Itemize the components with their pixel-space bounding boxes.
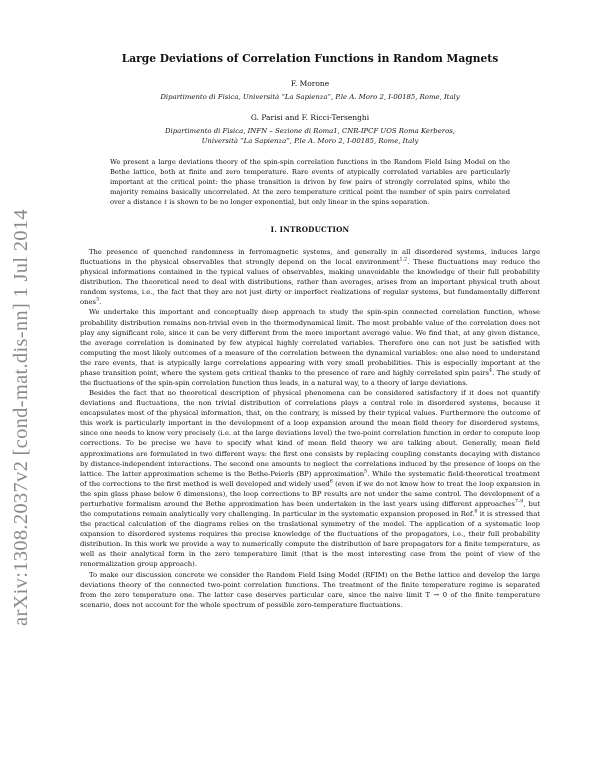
arxiv-identifier: arXiv:1308.2037v2 [cond-mat.dis-nn] 1 Jul 2014 [9, 208, 32, 626]
citation-ref: 1,2 [399, 257, 408, 263]
citation-ref: 3 [96, 298, 100, 304]
affiliation-1: Dipartimento di Fisica, Università “La Sapienza”, P.le A. Moro 2, I-00185, Rome, Italy [160, 93, 460, 101]
citation-ref: 6 [329, 479, 333, 485]
p2-text-a: We undertake this important and conceptually deep approach to study the spin-spin connected correlation function, whose probability distribution remains non-trivial even in the thermodynamical limit. The most probable value of the correlation does not play any significant role, since it can be very different from the more important average value. We find that, at any given distance, the average correlation is dominated by few atypical highly correlated variables. Therefore one can not just be satisfied with computing the most likely outcomes of a measure of the correlation between the dynamical variables: one also need to understand the rare events, that is atypically large correlations appearing with very small probabilities. This is especially important at the phase transition point, where the system gets critical thanks to the presence of rare and highly correlated spin pairs [80, 308, 540, 377]
p3-text-c: (even if we do not know how to treat the loop expansion in the spin glass phase below 6 dimensions), the loop corrections to BP results are not under the same control. The development of a perturbative formalism around the Bethe approximation has been undertaken in the last years using different approaches [80, 479, 540, 508]
intro-paragraph-2 [80, 307, 540, 388]
p1-text-a: The presence of quenched randomness in ferromagnetic systems, and generally in all disordered systems, induces large fluctuations in the physical observables that strongly depend on the local environment [80, 248, 540, 267]
affiliation-2b: Università “La Sapienza”, P.le A. Moro 2, I-00185, Rome, Italy [201, 137, 419, 145]
citation-ref: 5 [364, 469, 368, 475]
p3-text-a: Besides the fact that no theoretical description of physical phenomena can be considered satisfactory if it does not quantify deviations and fluctuations, the non trivial distribution of correlations plays a central role in disordered systems, because it encapsulates most of the physical information, that, on the contrary, is missed by their typical values. Furthermore the outcome of this work is particularly important in the development of a loop expansion around the mean field theory for disordered systems, since one needs to know very precisely (i.e. at the large deviations level) the two-point correlation function in order to compute loop corrections. To be precise we have to specify what kind of mean field theory we are talking about. Generally, mean field approximations are formulated in two different ways: the first one consists by replacing coupling constants decaying with distance by distance-independent interactions. The second one amounts to neglect the correlations induced by the presence of loops on the lattice. The latter approximation scheme is the Bethe-Peierls (BP) approximation [80, 389, 540, 478]
abstract: We present a large deviations theory of the spin-spin correlation functions in the Random Field Ising Model on the Bethe lattice, both at finite and zero temperature. Rare events of atypically correlated variables are particularly important at the critical point: the phase transition is driven by few pairs of strongly correlated spins, while the majority remains basically uncorrelated. At the zero temperature critical point the number of spin pairs correlated over a distance ℓ is shown to be no longer exponential, but only linear in the spins separation. [110, 158, 510, 206]
intro-paragraph-4: To make our discussion concrete we consider the Random Field Ising Model (RFIM) on the Bethe lattice and develop the large deviations theory of the connected two-point correlation functions. The treatment of the finite temperature regime is separated from the zero temperature one. The latter case deserves particular care, since the naive limit T → 0 of the finite temperature scenario, does not account for the whole spectrum of possible zero-temperature fluctuations. [80, 570, 540, 609]
citation-ref: 8 [474, 509, 478, 515]
p3-text-d: , but the computations remain analytically very challenging. In particular in the systematic expansion proposed in Ref. [80, 499, 540, 519]
p1-text-b: . These fluctuations may reduce the physical informations contained in the typical values of observables, making unavoidable the knowledge of their full probability distribution. The theoretical need to deal with distributions, rather than averages, arises from an important physical truth about random systems, i.e., the fact that they are not just dirty or imperfect realizations of regular systems, but fundamentally different ones [80, 258, 540, 307]
paper-page [80, 52, 540, 610]
affiliation-2a: Dipartimento di Fisica, INFN – Sezione di Roma1, CNR-IPCF UOS Roma Kerberos, [165, 127, 455, 135]
p3-text-b: . While the systematic field-theoretical treatment of the corrections to the first method is well developed and widely used [80, 469, 540, 488]
p2-text-b: . The study of the fluctuations of the spin-spin correlation function thus leads, in a natural way, to a theory of large deviations. [80, 368, 540, 388]
intro-paragraph-1 [80, 247, 540, 307]
citation-ref: 4 [489, 368, 493, 374]
intro-paragraph-3 [80, 388, 540, 569]
paper-title: Large Deviations of Correlation Functions in Random Magnets [121, 52, 499, 65]
author-line-2: G. Parisi and F. Ricci-Tersenghi [250, 113, 370, 122]
p3-text-e: it is stressed that the practical calculation of the diagrams relies on the traslational symmetry of the model. The application of a systematic loop expansion to disordered systems requires the precise knowledge of the fluctuations of the propagators, i.e., their full probability distribution. In this work we provide a way to numerically compute the distribution of bare propagators for a finite temperature, as well as their analytical form in the zero temperature limit (that is the most interesting case from the point of view of the renormalization group approach). [80, 510, 540, 569]
p1-text-c: . [99, 298, 102, 307]
citation-ref: 7–9 [514, 499, 524, 505]
author-line-1: F. Morone [290, 79, 330, 88]
arxiv-sidebar-stamp [8, 208, 34, 626]
section-heading-introduction: I. INTRODUCTION [270, 225, 350, 234]
